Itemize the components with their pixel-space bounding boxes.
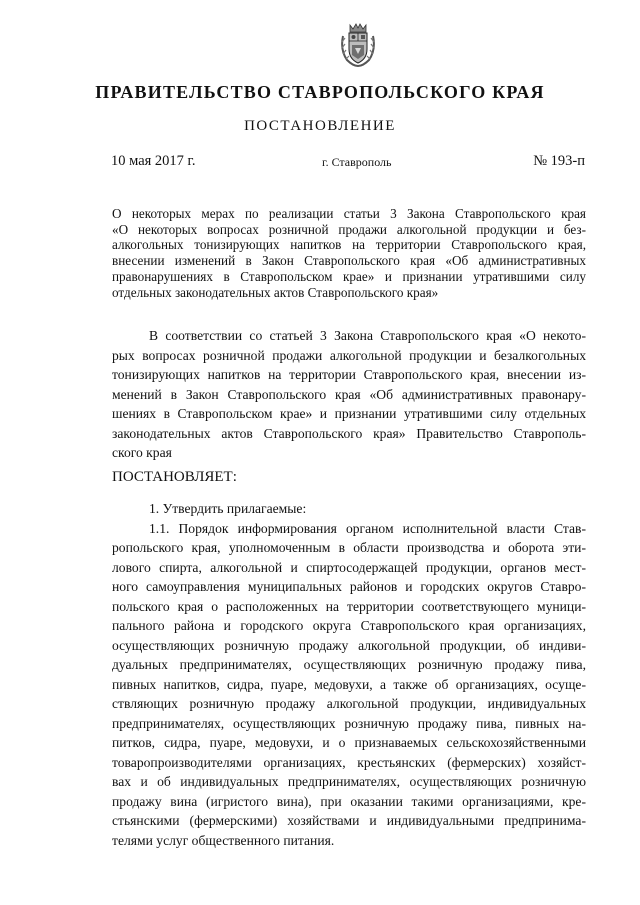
item-line: осуществляющих розничную продажу алкогольной продукции, об индиви- bbox=[112, 637, 586, 653]
subject-line: внесении изменений в Закон Ставропольского края «Об административных bbox=[112, 253, 586, 269]
document-city: г. Ставрополь bbox=[322, 155, 392, 169]
item-line: польского края о расположенных на территории соответствующего муници- bbox=[112, 598, 586, 614]
subject-line: алкогольных тонизирующих напитков на территории Ставропольского края, bbox=[112, 237, 586, 253]
decree-word: ПОСТАНОВЛЯЕТ: bbox=[112, 469, 237, 485]
preamble-paragraph bbox=[112, 326, 586, 463]
item-line: пивных напитков, сидра, пуаре, медовухи, а также об организациях, осуще- bbox=[112, 676, 586, 692]
item-line: ствляющих розничную продажу алкогольной продукции, индивидуальных bbox=[112, 696, 586, 711]
document-type: ПОСТАНОВЛЕНИЕ bbox=[244, 118, 396, 134]
preamble-line: законодательных актов Ставропольского края» Правительство Ставрополь- bbox=[112, 425, 586, 441]
preamble-line: тонизирующих напитков на территории Ставропольского края, внесении из- bbox=[112, 367, 586, 382]
item-line: телями услуг общественного питания. bbox=[112, 832, 335, 848]
item-line: 1.1. Порядок информирования органом исполнительной власти Став- bbox=[149, 520, 586, 536]
item-line: дуальных предпринимателях, осуществляющих розничную продажу пива, bbox=[112, 657, 586, 672]
item-line: предпринимателях, осуществляющих розничную продажу пива, пивных на- bbox=[112, 715, 586, 731]
subject-line: правонарушениях в Ставропольском крае» и признании утратившими силу bbox=[112, 268, 586, 284]
item-line: товаропроизводителями организациях, крестьянских (фермерских) хозяйст- bbox=[112, 754, 586, 770]
item-line: ропольского края, уполномоченным в области производства и оборота эти- bbox=[112, 540, 586, 555]
items-section bbox=[112, 499, 586, 850]
document-number: № 193-п bbox=[533, 153, 585, 169]
preamble-line: В соответствии со статьей 3 Закона Ставропольского края «О некото- bbox=[149, 328, 586, 343]
item-heading: 1. Утвердить прилагаемые: bbox=[149, 501, 307, 516]
item-line: питков, сидра, пуаре, медовухи, и о признаваемых сельскохозяйственными bbox=[112, 735, 586, 750]
government-title: ПРАВИТЕЛЬСТВО СТАВРОПОЛЬСКОГО КРАЯ bbox=[95, 82, 545, 102]
item-line: вах и об индивидуальных предпринимателях, осуществляющих розничную bbox=[112, 774, 586, 789]
item-line: пального района и городского округа Ставропольского края организациях, bbox=[112, 618, 586, 633]
subject-line: отдельных законодательных актов Ставропольского края» bbox=[112, 284, 439, 300]
preamble-line: ского края bbox=[112, 445, 172, 460]
subject-line: О некоторых мерах по реализации статьи 3 Закона Ставропольского края bbox=[112, 206, 586, 221]
stavropol-coat-of-arms-icon bbox=[339, 22, 377, 68]
item-line: лового спирта, алкогольной и спиртосодержащей продукции, органов мест- bbox=[112, 559, 586, 575]
item-line: ного самоуправления муниципальных районов и городских округов Ставро- bbox=[112, 579, 586, 594]
preamble-line: менений в Закон Ставропольского края «Об административных правонару- bbox=[112, 386, 586, 402]
document-meta bbox=[0, 153, 640, 173]
item-line: продажу вина (игристого вина), при оказании такими организациями, кре- bbox=[112, 793, 586, 809]
item-line: стьянскими (фермерскими) хозяйствами и индивидуальными предпринима- bbox=[112, 813, 586, 828]
document-date: 10 мая 2017 г. bbox=[111, 153, 196, 169]
document-subject bbox=[112, 206, 586, 300]
preamble-line: шениях в Ставропольском крае» и признании утратившими силу отдельных bbox=[112, 406, 586, 421]
subject-line: «О некоторых вопросах розничной продажи алкогольной продукции и без- bbox=[112, 221, 586, 237]
preamble-line: рых вопросах розничной продажи алкогольной продукции и безалкогольных bbox=[112, 347, 586, 363]
